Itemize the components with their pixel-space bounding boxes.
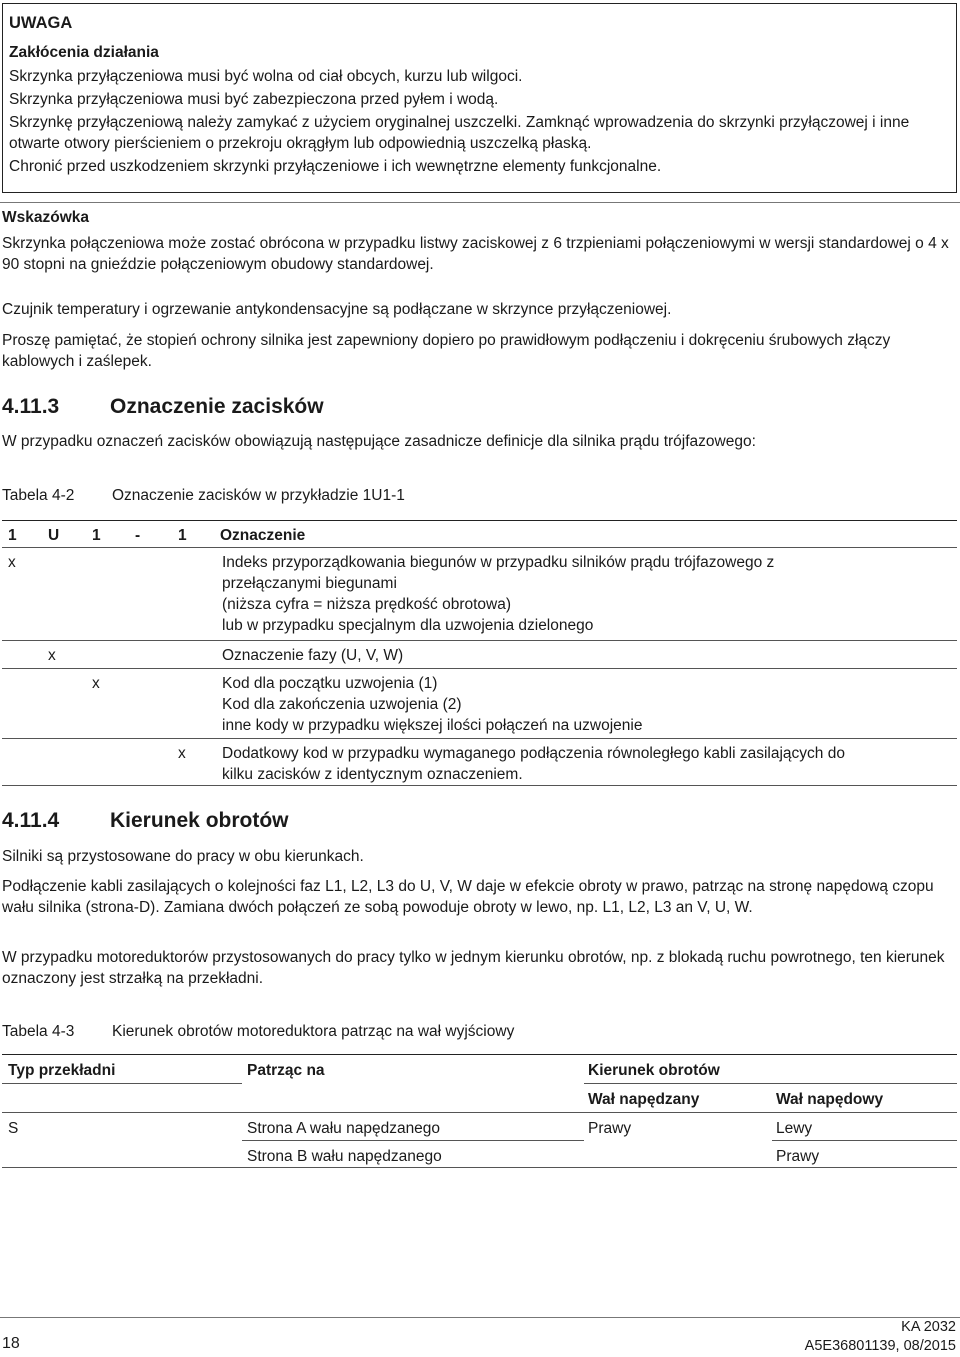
header-cell: Wał napędzany	[588, 1091, 700, 1108]
doc-title: KA 2032	[901, 1319, 956, 1335]
warning-title: UWAGA	[9, 14, 73, 32]
table-rule	[584, 1083, 957, 1084]
mark-cell: x	[92, 675, 100, 692]
table-caption-text: Oznaczenie zacisków w przykładzie 1U1-1	[112, 487, 405, 504]
doc-id: A5E36801139, 08/2015	[804, 1338, 956, 1354]
description-line: Indeks przyporządkowania biegunów w przypadku silników prądu trójfazowego z	[222, 554, 775, 571]
section-title: Oznaczenie zacisków	[110, 395, 324, 418]
terminal-table	[2, 520, 957, 786]
section-number: 4.11.3	[2, 395, 60, 418]
section-heading	[2, 808, 289, 834]
table-row	[2, 640, 957, 668]
table-cell: Prawy	[776, 1148, 820, 1165]
table-cell: Lewy	[776, 1120, 813, 1137]
mark-cell: x	[8, 554, 16, 571]
description-cell	[222, 673, 952, 736]
paragraph: Proszę pamiętać, że stopień ochrony silnika jest zapewniony dopiero po prawidłowym podłączeniu i dokręceniu śrubowych złączy kablowych i zaślepek.	[2, 332, 891, 370]
table-cell: Strona A wału napędzanego	[247, 1120, 441, 1137]
description-line: Kod dla początku uzwojenia (1)	[222, 675, 438, 692]
direction-table	[2, 1054, 957, 1168]
table-rule	[772, 1140, 957, 1141]
table-cell: Prawy	[588, 1120, 632, 1137]
table-row	[2, 548, 957, 640]
paragraph: Silniki są przystosowane do pracy w obu kierunkach.	[2, 848, 364, 865]
description-line: Oznaczenie fazy (U, V, W)	[222, 647, 404, 664]
note-divider	[0, 202, 960, 203]
note-title: Wskazówka	[2, 209, 90, 226]
header-cell: Typ przekładni	[8, 1062, 116, 1079]
paragraph: Podłączenie kabli zasilających o kolejności faz L1, L2, L3 do U, V, W daje w efekcie obroty w prawo, patrząc na stronę napędową czopu wału silnika (strona-D). Zamiana dwóch połączeń ze sobą powoduje obroty w lewo, np. L1, L2, L3 an V, U, W.	[2, 878, 934, 916]
page-number: 18	[2, 1335, 20, 1352]
table-caption	[2, 485, 405, 506]
description-line: Kod dla zakończenia uzwojenia (2)	[222, 696, 462, 713]
description-line: Dodatkowy kod w przypadku wymaganego podłączenia równoległego kabli zasilających do	[222, 745, 845, 762]
table-label: Tabela 4-3	[2, 1023, 75, 1040]
table-caption	[2, 1021, 514, 1042]
description-cell	[222, 645, 952, 666]
header-cell: U	[48, 527, 60, 544]
note-text: Skrzynka połączeniowa może zostać obrócona w przypadku listwy zaciskowej z 6 trzpieniami połączeniowymi w wersji standardowej o 4 x 90 stopni na gnieździe połączeniowym obudowy standardowej.	[2, 235, 949, 273]
warning-line: Skrzynka przyłączeniowa musi być wolna od ciał obcych, kurzu lub wilgoci.	[9, 68, 523, 85]
footer-doc-info	[805, 1318, 956, 1356]
section-intro: W przypadku oznaczeń zacisków obowiązują następujące zasadnicze definicje dla silnika prądu trójfazowego:	[2, 433, 756, 450]
table-cell: Strona B wału napędzanego	[247, 1148, 442, 1165]
warning-line: Skrzynka przyłączeniowa musi być zabezpieczona przed pyłem i wodą.	[9, 91, 499, 108]
paragraph: Czujnik temperatury i ogrzewanie antykondensacyjne są podłączane w skrzynce przyłączeniowej.	[2, 301, 672, 318]
header-cell: 1	[92, 527, 101, 544]
description-cell	[222, 743, 952, 785]
table-label: Tabela 4-2	[2, 487, 75, 504]
description-line: (niższa cyfra = niższa prędkość obrotowa)	[222, 596, 512, 613]
section-number: 4.11.4	[2, 809, 60, 832]
table-header-row	[2, 520, 957, 548]
table-rule	[2, 1083, 242, 1084]
header-cell: 1	[8, 527, 17, 544]
header-cell: Wał napędowy	[776, 1091, 884, 1108]
warning-subtitle: Zakłócenia działania	[9, 44, 159, 61]
description-line: kilku zacisków z identycznym oznaczeniem.	[222, 766, 523, 783]
table-row	[2, 668, 957, 738]
table-caption-text: Kierunek obrotów motoreduktora patrząc na wał wyjściowy	[112, 1023, 515, 1040]
warning-line: Skrzynkę przyłączeniową należy zamykać z użyciem oryginalnej uszczelki. Zamknąć wprowadzenia do skrzynki przyłączowej i inne otwarte otwory pierścieniem o przekroju okrągłym lub odpowiednią uszczelką płaską.	[9, 114, 910, 152]
mark-cell: x	[178, 745, 186, 762]
description-line: przełączanymi biegunami	[222, 575, 397, 592]
header-cell: Kierunek obrotów	[588, 1062, 720, 1079]
table-rule	[2, 1112, 957, 1113]
description-line: lub w przypadku specjalnym dla uzwojenia dzielonego	[222, 617, 594, 634]
section-heading	[2, 394, 324, 420]
header-cell: Patrząc na	[247, 1062, 325, 1079]
header-cell: -	[135, 527, 141, 544]
warning-line: Chronić przed uszkodzeniem skrzynki przyłączeniowe i ich wewnętrzne elementy funkcjonalne.	[9, 158, 662, 175]
table-cell: S	[8, 1120, 19, 1137]
description-line: inne kody w przypadku większej ilości połączeń na uzwojenie	[222, 717, 643, 734]
table-rule	[242, 1140, 584, 1141]
description-cell	[222, 552, 952, 636]
mark-cell: x	[48, 647, 56, 664]
header-cell: 1	[178, 527, 187, 544]
section-title: Kierunek obrotów	[110, 809, 289, 832]
paragraph: W przypadku motoreduktorów przystosowanych do pracy tylko w jednym kierunku obrotów, np. z blokadą ruchu powrotnego, ten kierunek oznaczony jest strzałką na przekładni.	[2, 949, 945, 987]
header-cell: Oznaczenie	[220, 527, 306, 544]
table-row	[2, 738, 957, 786]
warning-box	[2, 3, 957, 193]
